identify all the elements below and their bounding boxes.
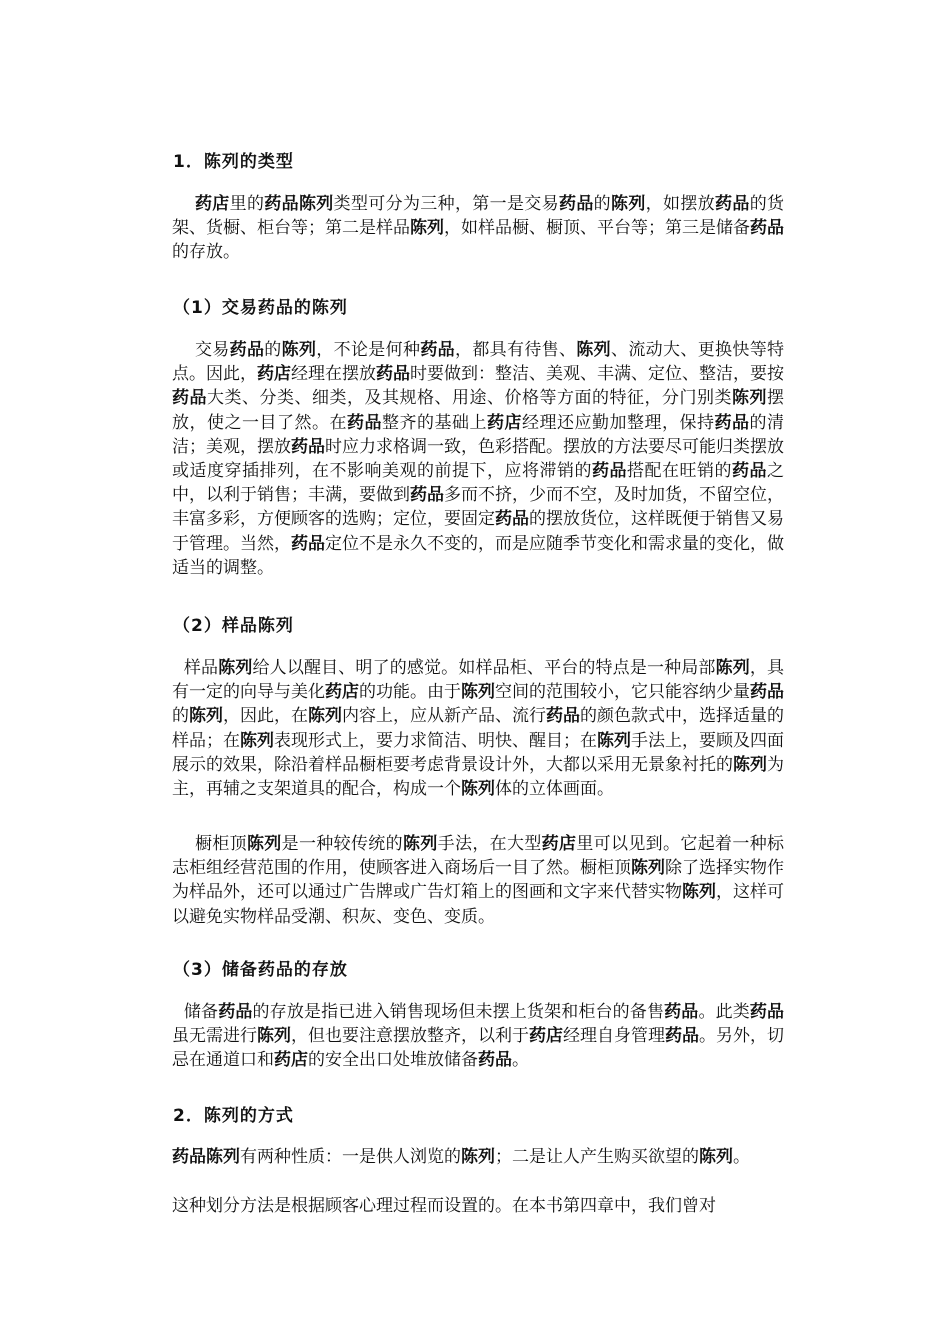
bold-keyword: 陈列	[699, 1147, 733, 1167]
bold-keyword: 药店	[487, 412, 522, 433]
text-run: 的	[172, 706, 189, 727]
bold-keyword: 药品	[749, 1002, 785, 1022]
text-run: 大类、分类、细类，及其规格、用途、价格等方面的特征，分门别类	[207, 388, 732, 409]
text-run: 的存放是指已进入销售现场但未摆上货架和柜台的备售	[252, 1002, 665, 1022]
bold-keyword: 药品陈列	[264, 194, 334, 214]
section-heading-methods: 2．陈列的方式	[173, 1106, 294, 1126]
text-run: 的功能。由于	[359, 682, 461, 703]
text-run: 定位不是永久不变的，而是应随季节变化和需求量的变化，做适当的调整。	[172, 533, 784, 578]
paragraph-text	[172, 658, 784, 799]
section-heading-trade-display: （1）交易药品的陈列	[173, 298, 348, 318]
text-run: 体的立体画面。	[495, 779, 614, 800]
text-run: 内容上，应从新产品、流行	[342, 706, 546, 727]
paragraph-text	[172, 834, 784, 927]
bold-keyword: 陈列	[257, 1026, 291, 1047]
bold-keyword: 药品	[291, 436, 325, 457]
text-run: ；二是让人产生购买欲望的	[495, 1147, 699, 1167]
bold-keyword: 药品	[347, 412, 382, 433]
text-run: 里可以见到。它起着一种标志柜组经营范围的作用，使顾客进入商场后一目了然。橱柜顶	[172, 834, 785, 879]
text-run: 这种划分方法是根据顾客心理过程而设置的。在本书第四章中，我们曾对	[172, 1196, 716, 1216]
text-run: 搭配在旺销的	[627, 461, 732, 482]
bold-keyword: 药品	[172, 388, 207, 409]
bold-keyword: 药店	[325, 682, 359, 703]
bold-keyword: 陈列	[461, 682, 495, 703]
text-run: 储备	[183, 1002, 219, 1022]
paragraph-text	[172, 340, 784, 578]
bold-keyword: 陈列	[281, 340, 317, 360]
text-run: 里的	[229, 194, 265, 214]
section-heading-storage: （3）储备药品的存放	[173, 960, 348, 980]
bold-keyword: 陈列	[218, 658, 253, 678]
bold-keyword: 陈列	[733, 754, 767, 775]
text-run: 表现形式上，要力求简洁、明快、醒目；在	[274, 730, 597, 751]
section-heading-sample-display: （2）样品陈列	[173, 616, 294, 636]
bold-keyword: 药品	[592, 461, 627, 482]
text-run: 是一种较传统的	[281, 834, 403, 854]
bold-keyword: 药品	[750, 682, 784, 703]
bold-keyword: 药品	[410, 485, 444, 506]
text-run: ，具有一定的向导与美化	[172, 658, 785, 703]
text-run: 。	[512, 1050, 529, 1071]
bold-keyword: 陈列	[611, 194, 646, 214]
text-run: 时要做到：整洁、美观、丰满、定位、整洁，要按	[410, 364, 784, 385]
paragraph-types-intro	[172, 192, 784, 265]
bold-keyword: 陈列	[246, 834, 282, 854]
text-run: 的存放。	[172, 242, 240, 263]
text-run: ，因此，在	[223, 706, 308, 727]
bold-keyword: 陈列	[732, 388, 767, 409]
text-run: 经理还应勤加整理，保持	[522, 412, 715, 433]
bold-keyword: 药品	[291, 533, 325, 554]
text-run: 的颜色款式中，选择适量的样品；在	[172, 706, 784, 751]
text-run: 类型可分为三种，第一是交易	[333, 194, 559, 214]
text-run: 的	[593, 194, 611, 214]
text-run: ，如样品橱、橱顶、平台等；第三是储备	[444, 218, 750, 239]
text-run: 经理自身管理	[563, 1026, 665, 1047]
paragraph-text	[172, 1196, 716, 1216]
paragraph-sample-display	[172, 656, 784, 801]
bold-keyword: 药店	[529, 1026, 563, 1047]
text-run: 橱柜顶	[194, 834, 247, 854]
text-run: ，不论是何种	[316, 340, 421, 360]
bold-keyword: 药品	[715, 194, 750, 214]
text-run: 经理在摆放	[291, 364, 376, 385]
paragraph-storage	[172, 1000, 784, 1073]
text-run: 给人以醒目、明了的感觉。如样品柜、平台的特点是一种局部	[252, 658, 716, 678]
bold-keyword: 药品	[420, 340, 455, 360]
paragraph-methods-classification	[172, 1194, 784, 1218]
text-run: 。另外，切忌在通道口和	[172, 1026, 784, 1071]
text-run: 虽无需进行	[172, 1026, 257, 1047]
text-run: 的货架、货橱、柜台等；第二是样品	[172, 194, 785, 239]
bold-keyword: 药品	[750, 218, 784, 239]
bold-keyword: 药品	[732, 461, 767, 482]
bold-keyword: 陈列	[240, 730, 274, 751]
bold-keyword: 药品陈列	[172, 1147, 240, 1167]
bold-keyword: 药品	[714, 412, 750, 433]
text-run: 交易	[194, 340, 230, 360]
text-run: 整齐的基础上	[382, 412, 487, 433]
bold-keyword: 陈列	[308, 706, 342, 727]
text-run: 手法，在大型	[437, 834, 542, 854]
paragraph-text	[172, 194, 784, 262]
bold-keyword: 陈列	[715, 658, 750, 678]
paragraph-text	[172, 1002, 784, 1070]
bold-keyword: 药店	[194, 194, 230, 214]
section-heading-types: 1．陈列的类型	[173, 152, 294, 172]
text-run: 样品	[183, 658, 219, 678]
text-run: 、流动大、更换快等特点。因此，	[172, 340, 785, 385]
paragraph-trade-display	[172, 338, 784, 580]
text-run: 的	[264, 340, 282, 360]
bold-keyword: 药品	[218, 1002, 253, 1022]
bold-keyword: 陈列	[461, 779, 495, 800]
bold-keyword: 药品	[546, 706, 580, 727]
text-run: 的摆放货位，这样既便于销售又易于管理。当然，	[172, 509, 784, 554]
text-run: 手法上，要顾及四面展示的效果，除沿着样品橱柜要考虑背景设计外，大都以采用无景象衬托的	[172, 730, 784, 775]
bold-keyword: 药品	[558, 194, 594, 214]
bold-keyword: 陈列	[410, 218, 444, 239]
bold-keyword: 药品	[478, 1050, 512, 1071]
bold-keyword: 陈列	[597, 730, 631, 751]
bold-keyword: 药店	[274, 1050, 308, 1071]
text-run: 。	[733, 1147, 750, 1167]
paragraph-methods-nature	[172, 1145, 784, 1169]
text-run: 时应力求格调一致，色彩搭配。摆放的方法要尽可能归类摆放或适度穿插排列，在不影响美观的前提下，应将滞销的	[172, 436, 784, 482]
text-run: 多而不挤，少而不空，及时加货，不留空位，丰富多彩，方便顾客的选购；定位，要固定	[172, 485, 784, 530]
text-run: 除了选择实物作为样品外，还可以通过广告牌或广告灯箱上的图画和文字来代替实物	[172, 858, 784, 903]
bold-keyword: 药品	[665, 1026, 699, 1047]
bold-keyword: 药品	[229, 340, 265, 360]
bold-keyword: 药品	[495, 509, 529, 530]
text-run: 空间的范围较小，它只能容纳少量	[495, 682, 750, 703]
text-run: 的清洁；美观，摆放	[172, 412, 784, 457]
bold-keyword: 陈列	[682, 882, 716, 903]
text-run: ，都具有待售、	[454, 340, 577, 360]
text-run: 的安全出口处堆放储备	[308, 1050, 478, 1071]
bold-keyword: 药店	[257, 364, 291, 385]
text-run: 有两种性质：一是供人浏览的	[240, 1147, 461, 1167]
bold-keyword: 陈列	[189, 706, 223, 727]
text-run: ，这样可以避免实物样品受潮、积灰、变色、变质。	[172, 882, 784, 927]
paragraph-cabinet-top	[172, 832, 784, 929]
bold-keyword: 陈列	[631, 858, 665, 879]
bold-keyword: 陈列	[461, 1147, 495, 1167]
paragraph-text	[172, 1147, 750, 1167]
text-run: ，如摆放	[645, 194, 716, 214]
text-run: 之中，以利于销售；丰满，要做到	[172, 461, 784, 506]
text-run: 摆放，使之一目了然。在	[172, 388, 784, 433]
bold-keyword: 药品	[376, 364, 410, 385]
bold-keyword: 陈列	[402, 834, 438, 854]
text-run: ，但也要注意摆放整齐，以利于	[291, 1026, 529, 1047]
text-run: 为主，再辅之支架道具的配合，构成一个	[172, 754, 784, 800]
bold-keyword: 药店	[541, 834, 577, 854]
text-run: 。此类	[698, 1002, 750, 1022]
bold-keyword: 陈列	[576, 340, 612, 360]
bold-keyword: 药品	[664, 1002, 699, 1022]
